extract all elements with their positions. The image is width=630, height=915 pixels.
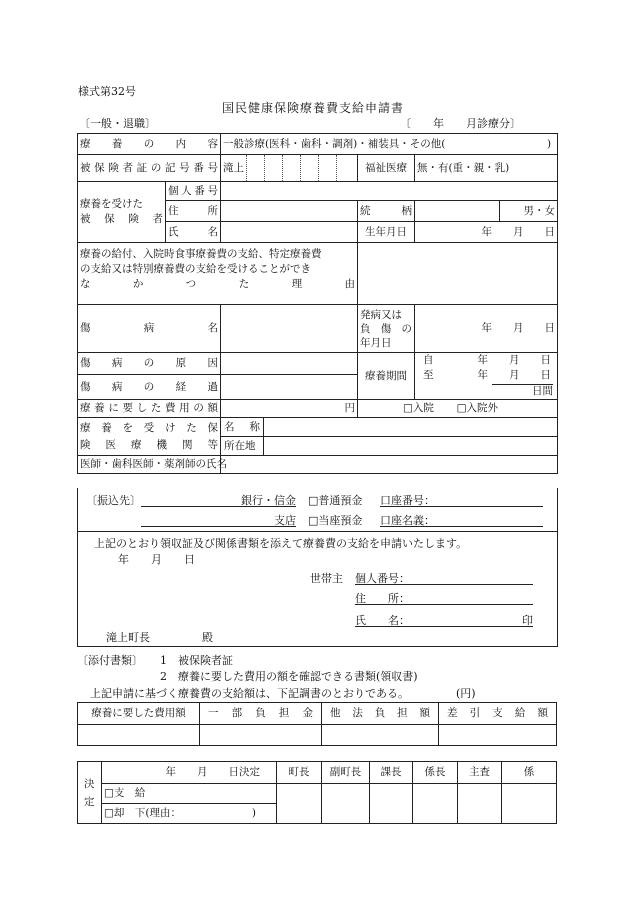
- calc-header-other: 他法負担額: [322, 703, 439, 725]
- insured-no-label: 被保険者証の記号番号: [78, 155, 221, 182]
- approver-chief-clerk: 主査: [458, 762, 502, 784]
- unit-yen: (円): [456, 687, 476, 700]
- application-table: [77, 133, 558, 474]
- onset-label: [358, 305, 415, 353]
- disease-name-label: 傷病名: [78, 305, 221, 353]
- period-to: 至: [423, 369, 434, 381]
- disease-course-field[interactable]: [221, 375, 358, 400]
- content-close: ): [546, 137, 552, 150]
- calc-cost-field[interactable]: [78, 725, 200, 746]
- institution-name-row: [221, 418, 558, 437]
- institution-label: [78, 418, 221, 456]
- calc-net-field[interactable]: [439, 725, 557, 746]
- approver-group-leader: 係長: [413, 762, 458, 784]
- householder-address-label: 住 所：: [355, 592, 410, 605]
- approver-staff: 係: [502, 762, 557, 784]
- attachment-item-2: 2 療養に要した費用の額を確認できる書類(領収書): [160, 670, 418, 683]
- decision-reject-checkbox[interactable]: [102, 804, 277, 824]
- declaration-date: 年 月 日: [118, 553, 195, 566]
- disease-cause-label: 傷病の原因: [78, 353, 221, 375]
- seal-box-section-chief[interactable]: [370, 784, 413, 824]
- transfer-box: [77, 488, 558, 647]
- current-deposit-checkbox[interactable]: □当座預金: [308, 514, 363, 527]
- institution-location-row: [221, 437, 558, 456]
- period-label: 療養期間: [358, 353, 415, 400]
- category: 〔一般・退職〕: [79, 117, 156, 130]
- decision-label: 決定: [78, 762, 102, 824]
- inpatient-checkbox[interactable]: □入院: [403, 402, 434, 414]
- seal-box-deputy-mayor[interactable]: [322, 784, 370, 824]
- period-from-date: 年 月 日: [477, 354, 552, 366]
- doctor-field[interactable]: [221, 456, 558, 474]
- transfer-label: 〔振込先〕: [86, 494, 141, 507]
- calc-table: [77, 702, 557, 746]
- ordinary-deposit-checkbox[interactable]: □普通預金: [308, 494, 363, 507]
- approver-mayor: 町長: [277, 762, 322, 784]
- calc-header-net: 差引支給額: [439, 703, 557, 725]
- branch-label: 支店: [274, 514, 296, 527]
- approver-deputy-mayor: 副町長: [322, 762, 370, 784]
- content-label: 療養の内容: [78, 134, 221, 155]
- personal-no-label: 個人番号: [166, 182, 221, 201]
- seal-box-staff[interactable]: [502, 784, 557, 824]
- inst-location-label: 所在地: [221, 437, 264, 455]
- onset-value: 年 月 日: [415, 305, 558, 353]
- disease-cause-field[interactable]: [221, 353, 358, 375]
- treatment-month: 〔 年 月診療分〕: [400, 117, 521, 130]
- doctor-label: 医師・歯科医師・薬剤師の氏名: [78, 456, 221, 474]
- content-value: [221, 134, 558, 155]
- decision-date: 年 月 日決定: [102, 762, 277, 784]
- disease-course-label: 傷病の経過: [78, 375, 221, 400]
- bank-field[interactable]: [141, 492, 296, 507]
- page-title: 国民健康保険療養費支給申請書: [222, 101, 405, 115]
- insured-no-prefix: 滝上: [223, 161, 244, 174]
- content-value-text: 一般診療(医科・歯科・調剤)・補装具・その他(: [223, 137, 446, 150]
- recipient-label-1: 療養を受けた: [80, 198, 143, 210]
- seal-box-chief-clerk[interactable]: [458, 784, 502, 824]
- account-no-field[interactable]: [380, 492, 543, 507]
- recipient-label: [78, 182, 166, 243]
- attachments-label: 〔添付書類〕: [77, 654, 143, 667]
- name-label: 氏名: [166, 222, 221, 243]
- attachment-item-1: 1 被保険者証: [160, 654, 233, 667]
- declaration-text: 上記のとおり領収証及び関係書類を添えて療養費の支給を申請いたします。: [94, 537, 468, 550]
- householder-personal-no-field[interactable]: [355, 570, 533, 585]
- address-label: 住所: [166, 201, 221, 222]
- calc-copay-field[interactable]: [200, 725, 322, 746]
- period-value: [415, 353, 558, 400]
- disease-name-field[interactable]: [221, 305, 358, 353]
- onset-label-3: 年月日: [360, 336, 392, 349]
- onset-label-1: 発病又は: [360, 308, 402, 321]
- decision-pay-checkbox[interactable]: □支 給: [102, 784, 277, 804]
- address-field[interactable]: [221, 201, 358, 222]
- reason-label: [78, 243, 358, 305]
- reason-field[interactable]: [358, 243, 558, 305]
- relation-label: 続柄: [358, 201, 415, 222]
- seal-mark: 印: [522, 614, 533, 627]
- account-name-field[interactable]: [380, 512, 543, 527]
- period-to-date: 年 月 日: [477, 369, 552, 381]
- approver-section-chief: 課長: [370, 762, 413, 784]
- mayor-label: 滝上町長: [106, 631, 150, 644]
- calc-header-cost: 療養に要した費用額: [78, 703, 200, 725]
- calc-header-copay: 一部負担金: [200, 703, 322, 725]
- recipient-label-2: 被保険者: [80, 213, 163, 225]
- birthdate-value: 年 月 日: [415, 222, 558, 243]
- cost-field[interactable]: [221, 400, 358, 418]
- inpatient-options: [358, 400, 558, 418]
- householder-name-label: 氏 名：: [355, 614, 410, 627]
- gender: 男・女: [500, 201, 558, 222]
- outpatient-checkbox[interactable]: □入院外: [456, 402, 499, 414]
- institution-label-2: 険医療機関等: [80, 438, 218, 451]
- reject-label: □却 下(理由：: [104, 807, 182, 819]
- reject-close: ): [251, 807, 256, 819]
- welfare-label: 福祉医療: [358, 155, 415, 182]
- seal-box-mayor[interactable]: [277, 784, 322, 824]
- form-number: 様式第32号: [78, 85, 136, 98]
- period-days: 日間: [492, 384, 553, 398]
- yen-unit: 円: [344, 402, 355, 414]
- payment-note: 上記申請に基づく療養費の支給額は、下記調書のとおりである。: [90, 687, 409, 700]
- account-name-label: 口座名義：: [380, 514, 435, 527]
- reason-line-1: 療養の給付、入院時食事療養費の支給、特定療養費: [80, 248, 322, 260]
- bank-label: 銀行・信金: [241, 494, 296, 507]
- cost-label: 療養に要した費用の額: [78, 400, 221, 418]
- mayor-honorific: 殿: [202, 631, 213, 644]
- onset-label-2: 負傷の: [360, 322, 412, 335]
- institution-label-1: 療養を受けた保: [80, 421, 218, 434]
- calc-other-field[interactable]: [322, 725, 439, 746]
- inst-name-label: 名称: [221, 418, 264, 436]
- reason-line-2: の支給又は特別療養費の支給を受けることができ: [80, 263, 311, 275]
- householder-label: 世帯主: [310, 572, 343, 585]
- account-no-label: 口座番号：: [380, 494, 435, 507]
- householder-personal-no-label: 個人番号：: [355, 572, 410, 585]
- householder-address-field[interactable]: [355, 590, 533, 605]
- personal-no-field[interactable]: [221, 182, 558, 201]
- branch-field[interactable]: [141, 512, 296, 527]
- householder-name-field[interactable]: [355, 612, 533, 627]
- period-from: 自: [423, 354, 434, 366]
- name-field[interactable]: [221, 222, 358, 243]
- relation-field[interactable]: [415, 201, 500, 222]
- decision-table: [77, 761, 557, 824]
- welfare-value: 無・有(重・親・乳): [415, 155, 558, 182]
- insured-no-field[interactable]: [221, 155, 358, 182]
- seal-box-group-leader[interactable]: [413, 784, 458, 824]
- reason-line-3: なかつた理由: [80, 278, 355, 290]
- birthdate-label: 生年月日: [358, 222, 415, 243]
